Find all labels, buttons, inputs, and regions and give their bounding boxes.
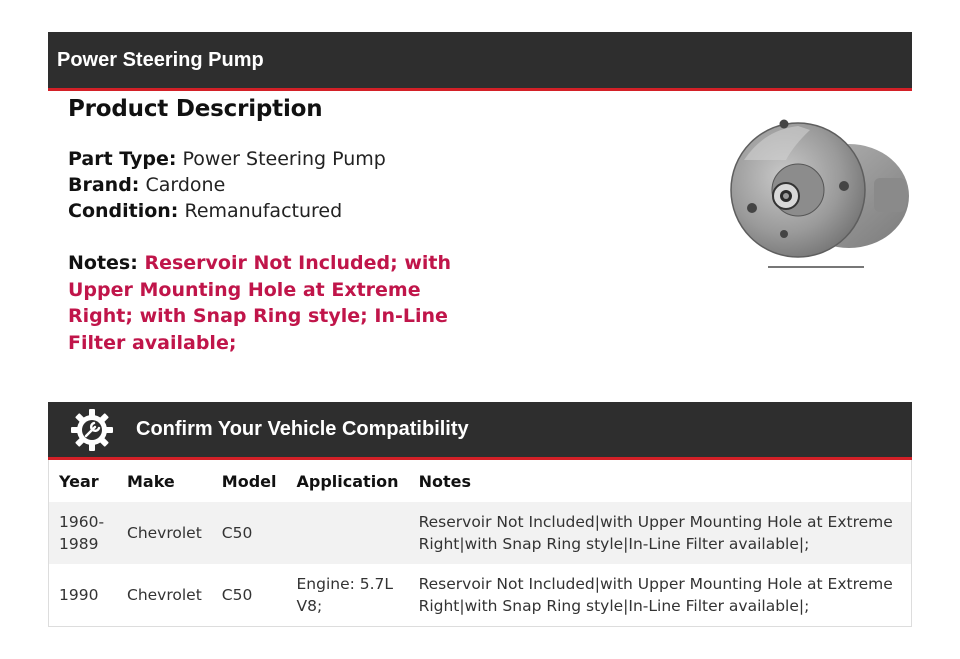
cell-make: Chevrolet xyxy=(117,564,212,626)
column-year: Year xyxy=(59,471,99,491)
column-application: Application xyxy=(296,471,399,491)
column-notes: Notes xyxy=(418,471,471,491)
compatibility-table xyxy=(48,460,912,627)
notes-text: Reservoir Not Included; with Upper Mounting Hole at Extreme Right; with Snap Ring style; In-Line Filter available; xyxy=(68,252,452,354)
column-model: Model xyxy=(221,471,277,491)
product-title-bar xyxy=(48,32,912,91)
cell-make: Chevrolet xyxy=(117,502,212,564)
spec-label: Condition: xyxy=(68,200,179,222)
gear-wrench-icon xyxy=(70,408,114,452)
power-steering-pump-image xyxy=(724,100,916,272)
cell-application xyxy=(287,502,409,564)
spec-part-type xyxy=(68,146,488,172)
table-row xyxy=(49,564,911,626)
spec-label: Part Type: xyxy=(68,148,177,170)
cell-year: 1990 xyxy=(49,564,117,626)
spec-value: Cardone xyxy=(145,174,226,196)
product-description xyxy=(68,96,488,356)
product-title: Power Steering Pump xyxy=(57,48,264,71)
compatibility-title: Confirm Your Vehicle Compatibility xyxy=(136,418,469,440)
cell-application: Engine: 5.7L V8; xyxy=(287,564,409,626)
spec-condition xyxy=(68,198,488,224)
column-make: Make xyxy=(127,471,175,491)
cell-notes: Reservoir Not Included|with Upper Mounting Hole at Extreme Right|with Snap Ring style|In-Line Filter available|; xyxy=(409,564,911,626)
spec-brand xyxy=(68,172,488,198)
table-header-row xyxy=(49,460,911,502)
spec-value: Power Steering Pump xyxy=(182,148,386,170)
notes-label: Notes: xyxy=(68,252,138,274)
spec-label: Brand: xyxy=(68,174,140,196)
cell-year: 1960-1989 xyxy=(49,502,117,564)
compatibility-bar xyxy=(48,402,912,460)
spec-value: Remanufactured xyxy=(184,200,343,222)
table-row xyxy=(49,502,911,564)
product-notes xyxy=(68,250,458,356)
description-heading: Product Description xyxy=(68,96,323,122)
cell-notes: Reservoir Not Included|with Upper Mounting Hole at Extreme Right|with Snap Ring style|In-Line Filter available|; xyxy=(409,502,911,564)
cell-model: C50 xyxy=(212,502,287,564)
cell-model: C50 xyxy=(212,564,287,626)
